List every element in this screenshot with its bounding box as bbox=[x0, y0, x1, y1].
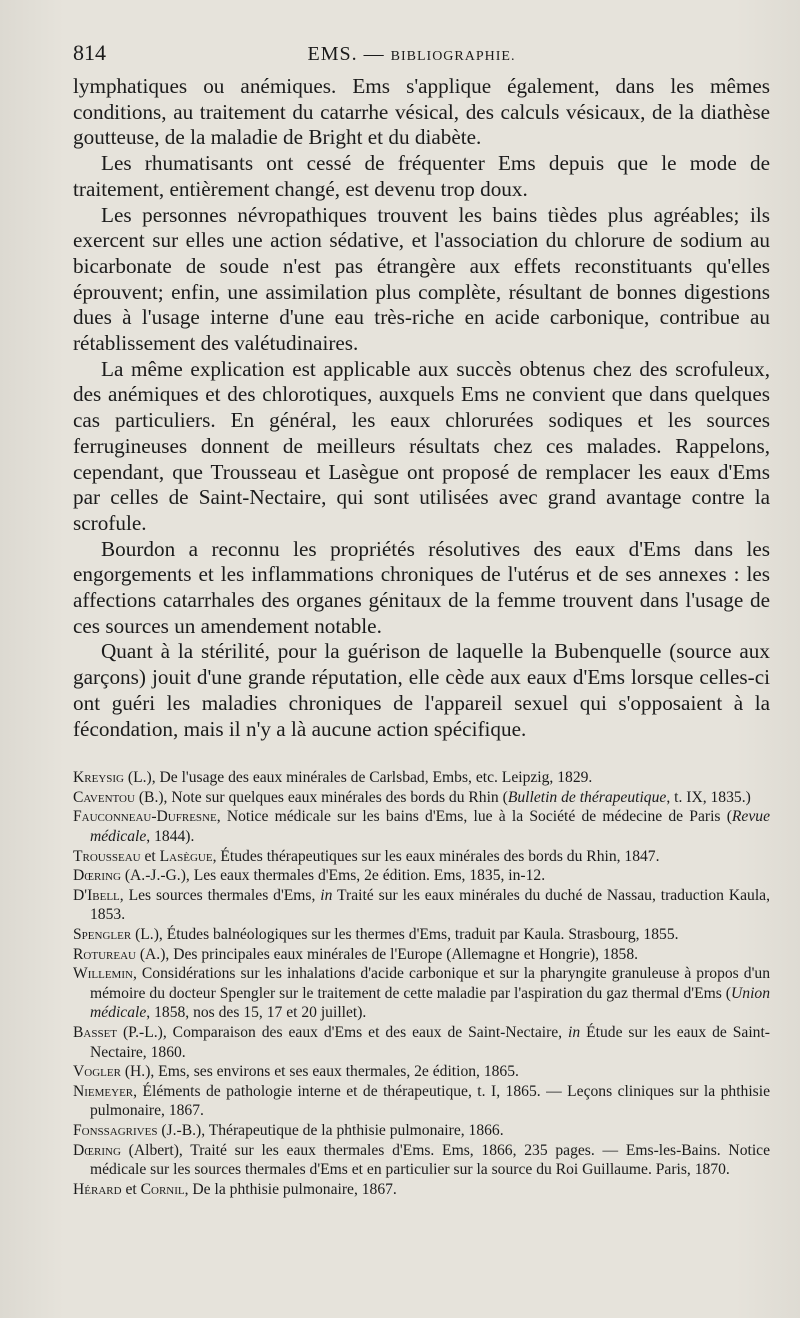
entry-tail: Traité sur les eaux minérales du duché de Nassau, traduction Kaula, 1853. bbox=[90, 886, 770, 924]
entry-text: et bbox=[121, 1180, 141, 1198]
page-header bbox=[73, 40, 770, 70]
entry-coauthor: Cornil bbox=[140, 1180, 185, 1198]
entry-author: Rotureau bbox=[73, 945, 136, 963]
entry-text: (P.-L.), Comparaison des eaux d'Ems et des eaux de Saint-Nectaire, bbox=[117, 1024, 569, 1041]
bibliography-entry bbox=[73, 1082, 770, 1121]
entry-author: Kreysig bbox=[73, 769, 124, 787]
bibliography-entry bbox=[73, 866, 770, 886]
bibliography-entry bbox=[73, 768, 770, 788]
entry-text: , Considérations sur les inhalations d'acide carbonique et sur la pharyngite granuleuse à propos d'un mémoire du docteur Spengler sur le traitement de cette maladie par l'aspiration du gaz thermal d'Ems ( bbox=[90, 965, 770, 1002]
entry-tail: , 1858, nos des 15, 17 et 20 juillet). bbox=[146, 1004, 367, 1022]
entry-italic: in bbox=[320, 886, 333, 904]
entry-author: Trousseau bbox=[73, 847, 141, 865]
entry-author: Willemin bbox=[73, 965, 133, 983]
entry-tail: , Études thérapeutiques sur les eaux minérales des bords du Rhin, 1847. bbox=[212, 847, 660, 865]
entry-author: Caventou bbox=[73, 788, 135, 806]
paragraph: Bourdon a reconnu les propriétés résolutives des eaux d'Ems dans les engorgements et les inflammations chroniques de l'utérus et de ses annexes : les affections catarrhales des organes génitaux de la femme trouvent dans l'usage de ces sources un amendement notable. bbox=[73, 536, 770, 638]
bibliography-entry bbox=[73, 807, 770, 846]
entry-text: (L.), De l'usage des eaux minérales de Carlsbad, Embs, etc. Leipzig, 1829. bbox=[124, 769, 593, 787]
running-title-section: BIBLIOGRAPHIE. bbox=[390, 49, 516, 64]
entry-author: Fauconneau-Dufresne bbox=[73, 808, 217, 826]
bibliography-entry bbox=[73, 964, 770, 1023]
entry-text: , Notice médicale sur les bains d'Ems, lue à la Société de médecine de Paris ( bbox=[216, 808, 732, 826]
entry-text: et bbox=[140, 847, 160, 865]
bibliography-entry bbox=[73, 925, 770, 945]
entry-text: , Les sources thermales d'Ems, bbox=[119, 886, 321, 904]
entry-author: Fonssagrives bbox=[73, 1121, 158, 1139]
paragraph: La même explication est applicable aux succès obtenus chez des scrofuleux, des anémiques et des chlorotiques, auxquels Ems ne convient que dans quelques cas particuliers. En général, les eaux chlorurées sodiques et les sources ferrugineuses donnent de meilleurs résultats chez ces malades. Rappelons, cependant, que Trousseau et Lasègue ont proposé de remplacer les eaux d'Ems par celles de Saint-Nectaire, qui sont utilisées avec grand avantage contre la scrofule. bbox=[73, 356, 770, 535]
bibliography-entry bbox=[73, 788, 770, 808]
entry-tail: , 1844). bbox=[146, 828, 195, 846]
running-title bbox=[133, 43, 770, 66]
entry-author: Dœring bbox=[73, 1141, 121, 1159]
entry-author: Hérard bbox=[73, 1180, 122, 1198]
entry-tail: Étude sur les eaux de Saint-Nectaire, 1860. bbox=[90, 1024, 770, 1061]
main-text bbox=[73, 74, 770, 742]
entry-text: (J.-B.), Thérapeutique de la phthisie pulmonaire, 1866. bbox=[157, 1121, 504, 1139]
bibliography-entry bbox=[73, 1062, 770, 1082]
entry-author: Niemeyer bbox=[73, 1082, 134, 1100]
running-title-main: EMS. — bbox=[307, 43, 385, 65]
entry-italic: Union médicale bbox=[90, 984, 770, 1022]
paragraph: lymphatiques ou anémiques. Ems s'applique également, dans les mêmes conditions, au traitement du catarrhe vésical, des calculs vésicaux, de la diathèse goutteuse, de la maladie de Bright et du diabète. bbox=[73, 74, 770, 150]
entry-italic: Revue médicale bbox=[90, 808, 770, 846]
entry-author: Basset bbox=[73, 1024, 118, 1041]
page-number: 814 bbox=[73, 40, 106, 65]
paragraph: Les rhumatisants ont cessé de fréquenter Ems depuis que le mode de traitement, entièrement changé, est devenu trop doux. bbox=[73, 151, 770, 201]
entry-coauthor: Lasègue bbox=[159, 847, 213, 865]
entry-author: Spengler bbox=[73, 926, 132, 944]
entry-text: (H.), Ems, ses environs et ses eaux thermales, 2e édition, 1865. bbox=[120, 1063, 519, 1081]
bibliography bbox=[73, 768, 770, 1199]
paragraph: Quant à la stérilité, pour la guérison de laquelle la Bubenquelle (source aux garçons) jouit d'une grande réputation, elle cède aux eaux d'Ems lorsque celles-ci ont guéri les maladies chroniques de l'appareil sexuel qui s'opposaient à la fécondation, mais il n'y a là aucune action spécifique. bbox=[73, 639, 770, 741]
bibliography-entry bbox=[73, 945, 770, 965]
bibliography-entry bbox=[73, 1023, 770, 1062]
entry-text: (B.), Note sur quelques eaux minérales des bords du Rhin ( bbox=[134, 788, 508, 806]
entry-author: Vogler bbox=[73, 1063, 121, 1081]
bibliography-entry bbox=[73, 1121, 770, 1141]
entry-tail: , t. IX, 1835.) bbox=[666, 788, 751, 806]
entry-author: Dœring bbox=[73, 867, 121, 885]
entry-italic: in bbox=[568, 1024, 581, 1041]
entry-text: (L.), Études balnéologiques sur les thermes d'Ems, traduit par Kaula. Strasbourg, 1855. bbox=[131, 926, 679, 944]
bibliography-entry bbox=[73, 1141, 770, 1180]
entry-author: D'Ibell bbox=[73, 886, 120, 904]
entry-text: (A.-J.-G.), Les eaux thermales d'Ems, 2e édition. Ems, 1835, in-12. bbox=[120, 867, 546, 885]
bibliography-entry bbox=[73, 1180, 770, 1200]
paragraph: Les personnes névropathiques trouvent les bains tièdes plus agréables; ils exercent sur elles une action sédative, et l'association du chlorure de sodium au bicarbonate de soude n'est pas étrangère aux effets reconstituants qu'elles éprouvent; enfin, une assimilation plus complète, résultant de bonnes digestions dues à l'usage interne d'une eau très-riche en acide carbonique, contribue au rétablissement des valétudinaires. bbox=[73, 202, 770, 356]
bibliography-entry bbox=[73, 847, 770, 867]
entry-text: (A.), Des principales eaux minérales de l'Europe (Allemagne et Hongrie), 1858. bbox=[135, 945, 639, 963]
entry-italic: Bulletin de thérapeutique bbox=[507, 788, 667, 806]
entry-text: (Albert), Traité sur les eaux thermales d'Ems. Ems, 1866, 235 pages. — Ems-les-Bains. Notice médicale sur les sources thermales d'Ems et en particulier sur la source du Roi Guillaume. Paris, 1870. bbox=[90, 1141, 770, 1179]
entry-text: , Éléments de pathologie interne et de thérapeutique, t. I, 1865. — Leçons cliniques sur la phthisie pulmonaire, 1867. bbox=[90, 1082, 770, 1120]
bibliography-entry bbox=[73, 886, 770, 925]
entry-tail: , De la phthisie pulmonaire, 1867. bbox=[184, 1180, 397, 1198]
